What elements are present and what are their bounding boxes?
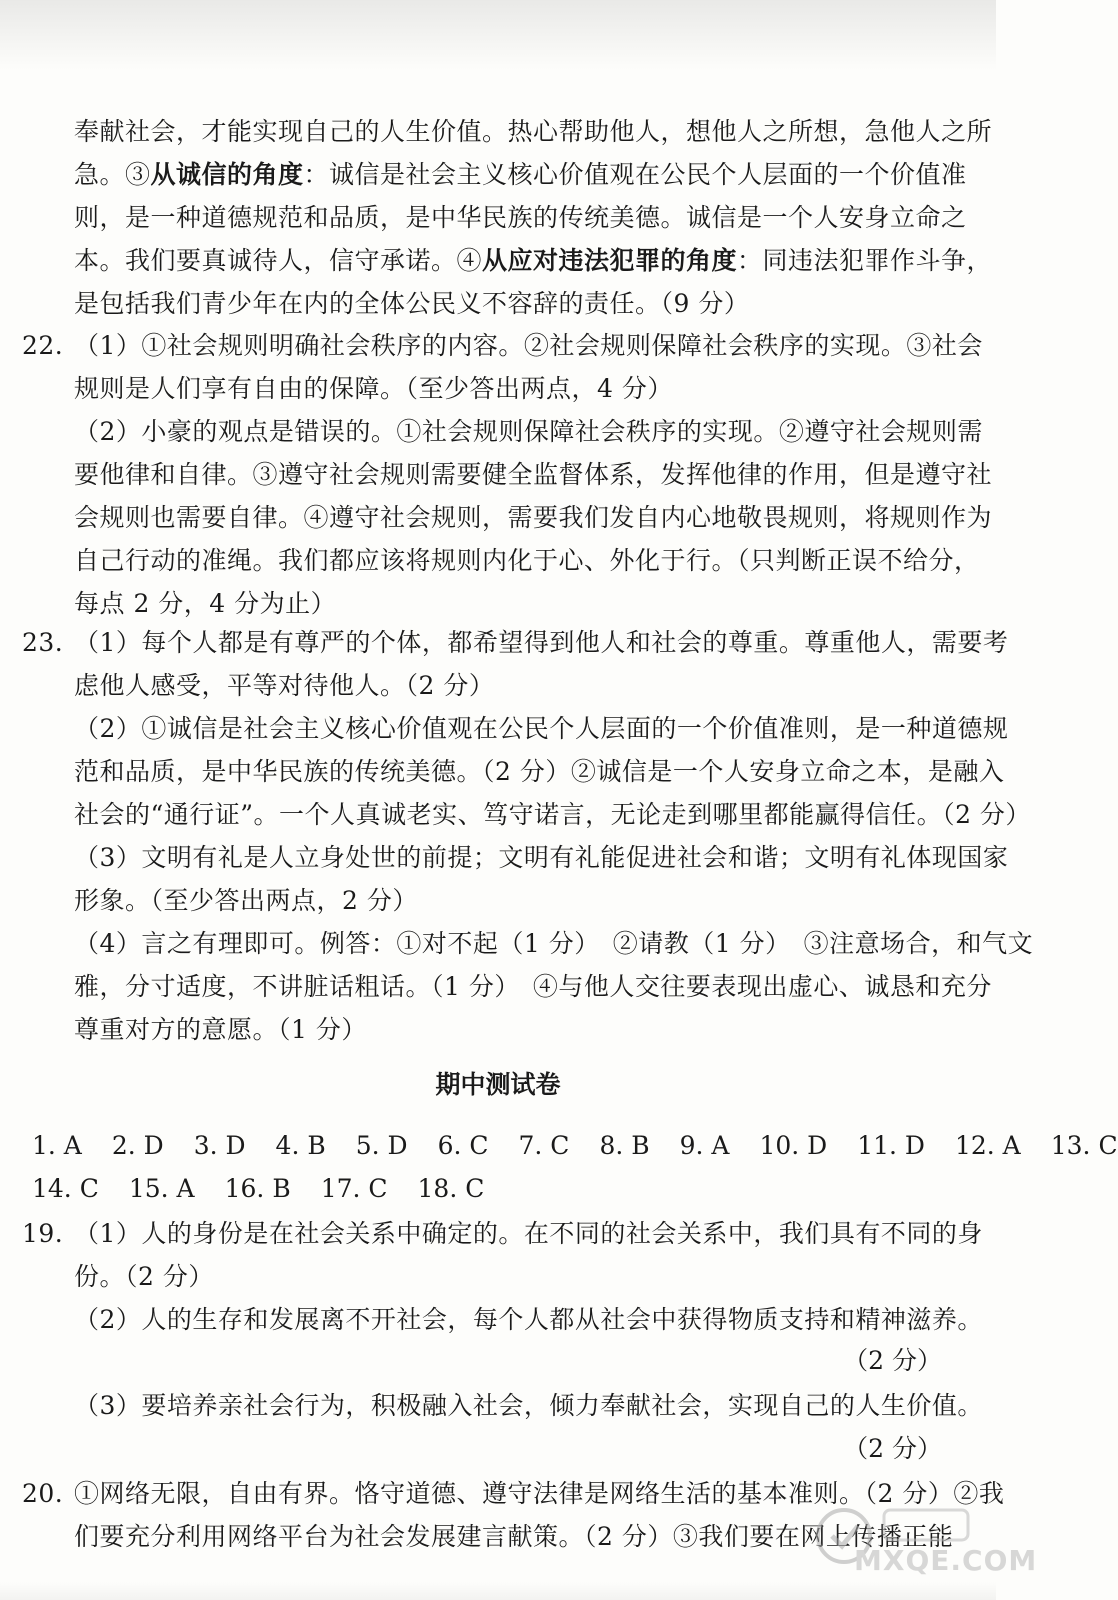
text-line: 会规则也需要自律。④遵守社会规则，需要我们发自内心地敬畏规则，将规则作为 bbox=[74, 503, 993, 532]
text-line: 则，是一种道德规范和品质，是中华民族的传统美德。诚信是一个人安身立命之 bbox=[74, 203, 967, 232]
text-line: （4）言之有理即可。例答：①对不起（1 分） ②请教（1 分） ③注意场合，和气文 bbox=[74, 929, 1034, 958]
answer-22 bbox=[22, 324, 992, 625]
score-note: （2 分） bbox=[843, 1346, 942, 1375]
mc-answer: 15. A bbox=[128, 1174, 195, 1203]
question-number: 23. bbox=[22, 628, 64, 657]
mc-answer: 7. C bbox=[518, 1131, 570, 1160]
text-line: 份。（2 分） bbox=[74, 1262, 214, 1291]
answer-19 bbox=[22, 1212, 983, 1341]
text-line: 虑他人感受，平等对待他人。（2 分） bbox=[74, 671, 495, 700]
text-line: 雅，分寸适度，不讲脏话粗话。（1 分） ④与他人交往要表现出虚心、诚恳和充分 bbox=[74, 972, 992, 1001]
mc-answer: 17. C bbox=[320, 1174, 388, 1203]
mc-answer: 8. B bbox=[599, 1131, 650, 1160]
text-line: （3）文明有礼是人立身处世的前提；文明有礼能促进社会和谐；文明有礼体现国家 bbox=[74, 843, 1009, 872]
text-line: 范和品质，是中华民族的传统美德。（2 分）②诚信是一个人安身立命之本，是融入 bbox=[74, 757, 1005, 786]
text-line: （3）要培养亲社会行为，积极融入社会，倾力奉献社会，实现自己的人生价值。 bbox=[74, 1391, 983, 1420]
question-number: 22. bbox=[22, 331, 64, 360]
mc-answer: 6. C bbox=[437, 1131, 489, 1160]
mc-answer: 4. B bbox=[275, 1131, 326, 1160]
text-line: 是包括我们青少年在内的全体公民义不容辞的责任。（9 分） bbox=[74, 289, 750, 318]
text-line: 尊重对方的意愿。（1 分） bbox=[74, 1015, 367, 1044]
mc-answers-row-1 bbox=[32, 1124, 1118, 1167]
mc-answer: 3. D bbox=[193, 1131, 246, 1160]
text-line: （2）小豪的观点是错误的。①社会规则保障社会秩序的实现。②遵守社会规则需 bbox=[74, 417, 983, 446]
bold-heading: 从诚信的角度 bbox=[150, 160, 304, 189]
text-line: 20. ①网络无限，自由有界。恪守道德、遵守法律是网络生活的基本准则。（2 分）②我 bbox=[22, 1472, 1004, 1515]
scan-bottom-edge bbox=[0, 1582, 996, 1600]
scan-shadow bbox=[0, 0, 996, 70]
text-line: 规则是人们享有自由的保障。（至少答出两点，4 分） bbox=[74, 374, 673, 403]
answer-23 bbox=[22, 621, 1033, 1051]
mc-answer: 10. D bbox=[759, 1131, 828, 1160]
text-line: （2）①诚信是社会主义核心价值观在公民个人层面的一个价值准则，是一种道德规 bbox=[74, 714, 1009, 743]
text-line: 们要充分利用网络平台为社会发展建言献策。（2 分）③我们要在网上传播正能 bbox=[74, 1522, 954, 1551]
text-line: 奉献社会，才能实现自己的人生价值。热心帮助他人，想他人之所想，急他人之所 bbox=[74, 117, 993, 146]
text-line: 每点 2 分，4 分为止） bbox=[74, 589, 337, 618]
text-line: 23. （1）每个人都是有尊严的个体，都希望得到他人和社会的尊重。尊重他人，需要考 bbox=[22, 621, 1033, 664]
text-line: 急。③从诚信的角度：诚信是社会主义核心价值观在公民个人层面的一个价值准 bbox=[74, 160, 967, 189]
question-number: 19. bbox=[22, 1219, 64, 1248]
mc-answer: 16. B bbox=[224, 1174, 291, 1203]
mc-answers-row-2 bbox=[32, 1167, 514, 1210]
text-line: 形象。（至少答出两点，2 分） bbox=[74, 886, 418, 915]
mc-answer: 18. C bbox=[417, 1174, 485, 1203]
mc-answer: 13. C bbox=[1050, 1131, 1118, 1160]
text-line: （2）人的生存和发展离不开社会，每个人都从社会中获得物质支持和精神滋养。 bbox=[74, 1305, 983, 1334]
mc-answer: 5. D bbox=[355, 1131, 408, 1160]
text-line: 本。我们要真诚待人，信守承诺。④从应对违法犯罪的角度：同违法犯罪作斗争， bbox=[74, 246, 993, 275]
mc-answer: 9. A bbox=[679, 1131, 730, 1160]
score-note: （2 分） bbox=[843, 1434, 942, 1463]
bold-heading: 从应对违法犯罪的角度 bbox=[482, 246, 738, 275]
watermark-logo bbox=[804, 1498, 1038, 1594]
mc-answer: 11. D bbox=[857, 1131, 925, 1160]
mc-answer: 14. C bbox=[32, 1174, 99, 1203]
question-number: 20. bbox=[22, 1479, 64, 1508]
section-title: 期中测试卷 bbox=[435, 1070, 561, 1099]
text-line: 自己行动的准绳。我们都应该将规则内化于心、外化于行。（只判断正误不给分， bbox=[74, 546, 980, 575]
mc-answer: 2. D bbox=[111, 1131, 164, 1160]
text-line: 要他律和自律。③遵守社会规则需要健全监督体系，发挥他律的作用，但是遵守社 bbox=[74, 460, 993, 489]
text-line: 19. （1）人的身份是在社会关系中确定的。在不同的社会关系中，我们具有不同的身 bbox=[22, 1212, 983, 1255]
watermark-text: MXQE.COM bbox=[854, 1544, 1038, 1577]
mc-answer: 12. A bbox=[954, 1131, 1021, 1160]
answer-19-part-3 bbox=[74, 1384, 983, 1427]
continued-answer-block bbox=[74, 110, 992, 325]
mc-answer: 1. A bbox=[32, 1131, 82, 1160]
text-line: 22. （1）①社会规则明确社会秩序的内容。②社会规则保障社会秩序的实现。③社会 bbox=[22, 324, 992, 367]
text-line: 社会的“通行证”。一个人真诚老实、笃守诺言，无论走到哪里都能赢得信任。（2 分） bbox=[74, 800, 1031, 829]
